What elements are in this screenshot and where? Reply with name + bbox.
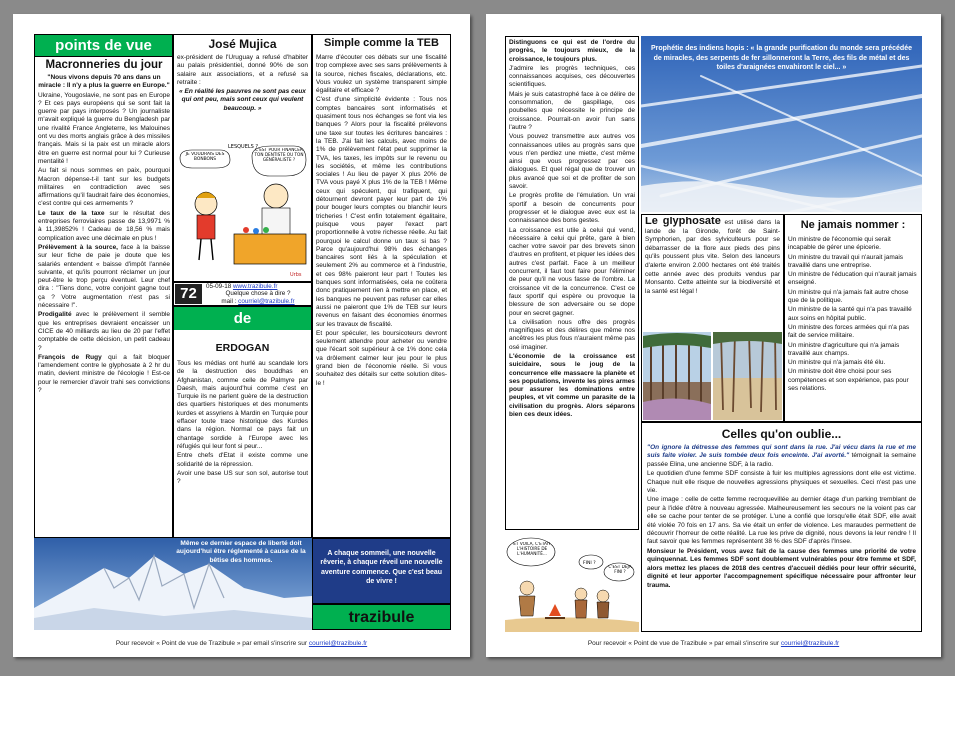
nommer-item: Un ministre de l'économie qui serait incapable de gérer une épicerie.	[788, 236, 891, 252]
mail-line	[206, 298, 310, 305]
oublie-quote: "On ignore la détresse des femmes qui sont dans la rue. J'ai vécu dans la rue et me suis faite violer. Je suis tombée deux fois enceinte. J'ai avorté."	[647, 444, 916, 460]
cartoon-bubble-left: JE VOUDRAIS DES BONBONS	[185, 152, 225, 162]
footer-text-1: Pour recevoir « Point de vue de Trazibule » par email s'inscrire sur	[115, 640, 308, 647]
macron-p3	[38, 210, 170, 243]
macron-p6-body: qui a fait bloquer l'amendement contre le glyphosate à 2 hr du matin, devient ministre de l'écologie ! Est-ce pour le remercier d'avoir trahi ses convictions ?	[38, 353, 170, 394]
nommer-item: Un ministre qui n'a jamais été élu.	[788, 359, 886, 367]
masthead-points-de-vue: points de vue	[35, 35, 172, 57]
macron-p5	[38, 311, 170, 352]
oublie-p2: Une image : celle de cette femme recroquevillée au dernier étage d'un parking tremblant de peur à l'idée d'être à nouveau agressée. Malheureusement les secours ne la voient pas car elle se cache pour tenter de se protéger. L'une a confié que lorsqu'elle était SDF, elle avait été violée 70 fois en 17 ans. Sa vie était un enfer de violence. Les maraudes permettent de découvrir l'horreur de cette réalité. La rue les prive de dignité, nous devons la leur rendre ! Il faut savoir que les femmes représentent 38 % des SDF d'après l'Insee.	[647, 496, 916, 546]
progres-p3: Mais je suis catastrophé face à ce délire de consommation, de gaspillage, ces poubelles que nécessite le principe de croissance. Pourrait-on avoir l'un sans l'autre ?	[509, 90, 635, 131]
macron-p4	[38, 244, 170, 310]
erdogan-title: ERDOGAN	[215, 342, 270, 354]
macron-p6-lead: François de Rugy	[38, 353, 102, 361]
nommer-item: Un ministre qui n'a jamais fait autre chose que de la politique.	[788, 288, 909, 305]
glypho-title: Le glyphosate	[645, 217, 721, 227]
macronneries-title: Macronneries du jour	[45, 59, 163, 71]
erdogan-p3: Avoir une base US sur son sol, autorise tout ?	[177, 469, 308, 486]
issue-info	[206, 283, 310, 306]
oublie-title: Celles qu'on oublie...	[721, 427, 842, 441]
humanite-cartoon	[505, 532, 639, 632]
nommer-item: Un ministre du travail qui n'aurait jamais travaillé dans une entreprise.	[788, 253, 904, 269]
issue-date: 05-09-18	[206, 283, 232, 290]
teb-title: Simple comme la TEB	[324, 37, 439, 49]
mujica-text	[177, 54, 308, 134]
progres-p8: L'économie de la croissance est suicidaire, sous le joug de la concurrence elle massacre la planète et ses populations, invente les pires armes pour assurer les dominations entre peuples, et vit comme un parasite de la civilisation du progrès. Alors séparons bien ces deux idées.	[509, 352, 635, 419]
nommer-item: Un ministre de l'éducation qui n'aurait jamais enseigné.	[788, 271, 917, 287]
cartoon-b: FINI ?	[583, 561, 596, 566]
erdogan-text	[177, 360, 308, 536]
site-link[interactable]: www.trazibule.fr	[232, 283, 278, 290]
progres-p4: Vous pouvez transmettre aux autres vos connaissances utiles au progrès sans que vous n'en perdiez une miette, c'est même ainsi que vous progressez par ces dialogues. Et quel régal que de trouver un plus avancé que soi et de profiter de son savoir.	[509, 133, 635, 191]
ask-text: Quelque chose à dire ?	[225, 290, 291, 298]
progres-p2: J'admire les progrès techniques, ces connaissances acquises, ces découvertes scientifiques.	[509, 64, 635, 89]
cartoon-c: C'EST DÉJÀ FINI ?	[608, 565, 632, 574]
de-banner: de	[174, 307, 311, 330]
nommer-item: Un ministre doit être choisi pour ses compétences et son expérience, pas pour ses relations.	[788, 368, 909, 393]
erdogan-p2: Entre chefs d'Etat il existe comme une solidarité de la répression.	[177, 452, 308, 468]
newsletter-page-1	[13, 14, 470, 657]
macron-p5-body: avec le prélèvement il semble que les entreprises devraient encaisser un CICE de 40 milliards au lieu de 20 par l'effet comptable de cette décision, un petit cadeau ?	[38, 311, 170, 352]
macron-p5-lead: Prodigalité	[38, 311, 72, 319]
newsletter-page-2	[486, 14, 941, 657]
teb-p2: C'est d'une simplicité évidente : Tous nos comptes bancaires sont informatisés et quasiment tous nos échanges se font via les banques ? Alors pour la fiscalité prélevons une taxe sur toutes les écritures bancaires : la TEB. J'ai fait les calculs, avec moins de 1% de prélèvement l'état peut supprimer la TVA, les taxes, les impôts sur le revenu ou les sociétés, et même les contributions sociales ! Au lieu de payer X plus 20% de TVA vous payé X plus 1% de la TEB ! Même ceux qui spéculent, qui trafiquent, qui détournent devront payer leur part de 1% pour bouger leurs comptes ou blanchir leurs tricheries ! C'est enfin totalement égalitaire, puisque vous payer l'exact part proportionnelle à votre richesse réelle. Au fait pourquoi le calcul donne un taux si bas ? Parce qu'aujourd'hui 98% des échanges bancaires sont liés à la spéculation et seulement 2% au commerce et à l'industrie, et ces 98% paieront leur part ! Toutes les banques sont informatisées, cela ne coûtera donc pratiquement rien à mettre en place, et les banques ne peuvent pas refuser car elles aussi ne paieront que 1% de TEB sur leurs revenus en faisant des économies énormes sur les travaux de fiscalité.	[316, 96, 447, 328]
oublie-p3: Monsieur le Président, vous avez fait de la cause des femmes une priorité de votre quinquennat. Les femmes SDF sont doublement vulnérables pour être femme et SDF, alors mettez les places de 2018 des centres d'accueil dédiés pour leur offrir sécurité, dignité et leur apporter l'accompagnement spécifique nécessaire pour affronter leur trauma.	[647, 547, 916, 589]
footer-page-1	[13, 640, 470, 647]
mail-link[interactable]: courriel@trazibule.fr	[238, 297, 295, 305]
erdogan-p1: Tous les médias ont hurlé au scandale lors de la destruction des bouddhas en Afghanistan, comme celle de Palmyre par Daesh, mais aujourd'hui comme c'est en Turquie ils ne parlent guère de la destruction des quartiers historiques et des monuments kurdes et assyriens à Mardin en Turquie pour effacer toute trace historique des Kurdes dans la région. Normal ce pays fait un chantage sordide à l'Europe avec les réfugiés qui leur font si peur...	[177, 360, 308, 450]
mujica-title: José Mujica	[208, 37, 277, 51]
oublie-text	[647, 444, 916, 630]
teb-text	[316, 54, 447, 536]
macron-p4-body: face à la baisse sur leur fiche de paie je doute que les salariés entendent « baisse d'impôt l'année suivante, et qu'ils pourront réclamer un jour peut-être le trop perçu éventuel. Leur chef dira : "Tiens donc, votre conjoint gagne tout ça ? Votre augmentation n'est pas si nécessaire !".	[38, 243, 170, 310]
brand-trazibule: trazibule	[312, 604, 451, 630]
oublie-p1: Le quotidien d'une femme SDF consiste à fuir les multiples agressions dont elle est victime. Chaque nuit elle risque de nouvelles agressions physiques et sexuelles. Ceci n'est pas une vie.	[647, 470, 916, 495]
mail-label: mail :	[221, 297, 237, 305]
cartoon-bubble-mid: LESQUELS ?	[228, 144, 259, 150]
issue-number: 72	[175, 284, 202, 304]
cartoon-bubble-right: C'EST POUR FINANCER TON DENTISTE OU TON GÉNÉRALISTE ?	[254, 148, 304, 162]
pine-forest-photo	[643, 332, 782, 420]
oublie-quote-line	[647, 444, 916, 469]
nommer-item: Un ministre d'agriculture qui n'a jamais travaillé aux champs.	[788, 341, 900, 357]
cartoon-a: ET VOILÀ, C'ÉTAIT L'HISTOIRE DE L'HUMANITÉ...	[513, 542, 551, 556]
oublie-quote-tail: témoignait la semaine passée Elina, une ancienne SDF, à la radio.	[647, 452, 916, 468]
glypho-body: est utilisé dans la lande de la Gironde, forêt de Saint-Symphorien, par des sylviculteurs pour se débarrasser de la flore aux pieds des pins qu'ils poussent plus vite. Selon des lanceurs d'alerte environ 2.000 hectares ont été traités cette année avec des produits vendus par Monsanto. Cette atteinte sur la biodiversité et la santé est légal !	[645, 219, 780, 295]
footer-mail-2[interactable]: courriel@trazibule.fr	[780, 640, 840, 647]
teb-p3: Et pour spéculer, les boursicoteurs devront seulement attendre pour acheter ou vendre que l'écart soit supérieur à ce 1% donc cela va drôlement calmer leur jeu pour le plus grand bien de l'économie réelle. Si vous souhaitez des détails sur cette solution dites-le !	[316, 329, 447, 387]
nommer-list	[788, 236, 918, 421]
cartoon-signature: Urbs	[290, 272, 302, 278]
macron-p2: Au fait si nous sommes en paix, pourquoi Macron dépense-t-il tant sur les budgets militaires en contradiction avec ses affirmations qu'il faudrait faire des économies, c'est contre qui ces armements ?	[38, 167, 170, 208]
macron-p1: Ukraine, Yougoslavie, ne sont pas en Europe ? Et ces pays européens qui se sont fait la guerre par pays interposés ? Un journaliste m'avait expliqué la guerre du Bengladesh par une rivalité France Angleterre, les Malouines ont vu des morts anglais grâce à des missiles français. Mais si la paix est un miracle alors être en guerre est normal pour lui ? Curieuse mentalité !	[38, 91, 170, 165]
progres-text	[509, 39, 635, 528]
mujica-quote: « En réalité les pauvres ne sont pas ceux qui ont peu, mais sont ceux qui veulent beaucoup. »	[179, 88, 306, 112]
macron-p3-body: sur le résultat des entreprises ferroviaires passe de 13,9971 % à 11,39852% ! Cadeau de 18,56 % mais complication avec une décimale en plus !	[38, 209, 170, 242]
dentist-cartoon	[176, 136, 310, 279]
macron-quote: "Nous vivons depuis 70 ans dans un miracle : Il n'y a plus la guerre en Europe."	[38, 74, 170, 90]
hopi-text: Prophétie des indiens hopis : « la grande purification du monde sera précédée de miracles, des serpents de fer sillonneront la Terre, des fils de métal et des toiles d'araignées envahiront le ciel... »	[650, 45, 912, 71]
teb-p1: Marre d'écouter ces débats sur une fiscalité trop complexe avec ses sans prélèvements à la source, niches fiscales, déclarations, etc. Vous voulez un système transparent simple égalitaire et efficace ?	[316, 54, 447, 95]
macron-p3-lead: Le taux de la taxe	[38, 209, 105, 217]
nommer-title: Ne jamais nommer :	[800, 219, 906, 231]
progres-p5: Le progrès profite de l'émulation. Un vrai sportif a besoin de concurrents pour progresser et le dialogue avec eux est la connaissance des bons gestes.	[509, 192, 635, 225]
mujica-p1: ex-président de l'Uruguay a refusé d'habiter au palais présidentiel, donné 90% de son salaire aux associations, et a refusé sa retraite :	[177, 54, 308, 86]
footer-text-2: Pour recevoir « Point de vue de Trazibule » par email s'inscrire sur	[587, 640, 780, 647]
footer-mail-1[interactable]: courriel@trazibule.fr	[308, 640, 368, 647]
nommer-item: Un ministre de la santé qui n'a pas travaillé aux soins en hôpital public.	[788, 306, 912, 322]
macron-p6	[38, 354, 170, 395]
macronneries-text	[38, 74, 170, 536]
issue-date-line	[206, 283, 310, 290]
mountain-caption: Même ce dernier espace de liberté doit aujourd'hui être réglementé à cause de la bêtise des hommes.	[176, 540, 306, 564]
glypho-text	[645, 217, 780, 332]
sommeil-text: A chaque sommeil, une nouvelle rêverie, à chaque réveil une nouvelle aventure commence. Que c'est beau de vivre !	[320, 550, 443, 585]
macron-p4-lead: Prélèvement à la source,	[38, 243, 118, 251]
footer-page-2	[486, 640, 941, 647]
progres-p6: La croissance est utile à celui qui vend, nécessaire à celui qui prête, gare à bien cacher votre savoir par des brevets sinon d'autres en profitent, et piquer les idées des autres c'est parfait. Face à un meilleur concurrent, il faut tout faire pour l'éliminer de peur qu'il ne vous fasse de l'ombre. La croissance vit de la concurrence. C'est ce faux sportif qui espère ou provoque la blessure de son adversaire ou se dope pour en secret gagner.	[509, 226, 635, 317]
progres-p1: Distinguons ce qui est de l'ordre du progrès, le toujours mieux, de la croissance, le toujours plus.	[509, 39, 635, 63]
progres-p7: La civilisation nous offre des progrès magnifiques et des délires que même nos ancêtres les plus fous n'auraient même pas osé imaginer.	[509, 318, 635, 351]
nommer-item: Un ministre des forces armées qui n'a pas fait de service militaire.	[788, 323, 910, 340]
